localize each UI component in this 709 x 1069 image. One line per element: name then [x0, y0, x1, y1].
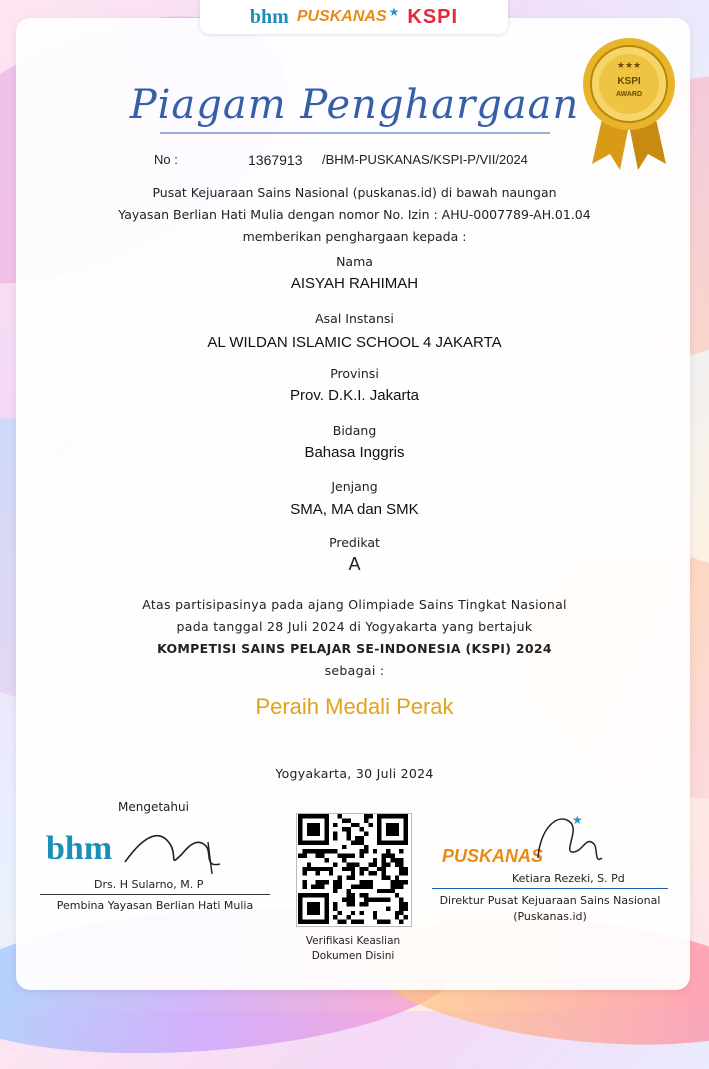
field-label-instansi: Asal Instansi [315, 311, 394, 326]
field-value-nama: AISYAH RAHIMAH [290, 275, 419, 292]
intro-line-3: memberikan penghargaan kepada : [242, 229, 467, 244]
right-signer-role-2: (Puskanas.id) [513, 910, 587, 923]
header-logo-bar [200, 0, 508, 34]
signature-right [528, 808, 618, 878]
award-medal-icon [574, 32, 684, 172]
number-suffix: /BHM-PUSKANAS/KSPI-P/VII/2024 [322, 152, 528, 167]
participation-line-1: Atas partisipasinya pada ajang Olimpiade Sains Tingkat Nasional [142, 597, 567, 612]
intro-line-1: Pusat Kejuaraan Sains Nasional (puskanas.id) di bawah naungan [152, 185, 557, 200]
mengetahui-label: Mengetahui [118, 800, 189, 814]
verification-qr-code[interactable] [296, 813, 412, 927]
qr-icon [297, 814, 409, 924]
number-label: No : [154, 152, 178, 167]
award-title: Peraih Medali Perak [255, 694, 454, 719]
participation-line-4: sebagai : [324, 663, 385, 678]
field-label-predikat: Predikat [329, 535, 380, 550]
right-sign-line [432, 888, 668, 889]
svg-text:★★★: ★★★ [616, 61, 642, 71]
place-date: Yogyakarta, 30 Juli 2024 [275, 766, 434, 781]
field-value-jenjang: SMA, MA dan SMK [290, 501, 419, 518]
left-sign-line [40, 894, 270, 895]
field-label-nama: Nama [336, 254, 373, 269]
field-value-provinsi: Prov. D.K.I. Jakarta [290, 387, 419, 404]
verification-line-1: Verifikasi Keaslian [305, 935, 401, 947]
puskanas-logo: PUSKANAS [442, 846, 544, 866]
medal-text-2: AWARD [615, 91, 643, 98]
field-label-bidang: Bidang [332, 423, 377, 438]
bhm-logo: bhm [46, 830, 113, 867]
number-value: 1367913 [248, 152, 303, 168]
field-value-instansi: AL WILDAN ISLAMIC SCHOOL 4 JAKARTA [207, 334, 502, 351]
field-value-bidang: Bahasa Inggris [304, 444, 405, 461]
verification-caption [286, 934, 420, 964]
svg-text:★: ★ [572, 813, 583, 827]
puskanas-logo: PUSKANAS [296, 8, 387, 25]
field-label-provinsi: Provinsi [330, 366, 379, 381]
field-label-jenjang: Jenjang [331, 479, 378, 494]
signature-left [120, 824, 230, 876]
right-signer-role-1: Direktur Pusat Kejuaraan Sains Nasional [439, 894, 661, 907]
bhm-logo: bhm [249, 5, 289, 28]
star-icon: ★ [388, 5, 400, 19]
right-signer-name: Ketiara Rezeki, S. Pd [512, 872, 625, 885]
participation-text [0, 594, 709, 682]
left-signer-name: Drs. H Sularno, M. P [94, 878, 204, 891]
verification-line-2: Dokumen Disini [311, 950, 395, 962]
participation-line-2: pada tanggal 28 Juli 2024 di Yogyakarta yang bertajuk [176, 619, 533, 634]
title-underline [160, 132, 550, 134]
field-value-predikat: A [348, 554, 361, 574]
certificate-title: Piagam Penghargaan [129, 82, 580, 128]
left-signer [40, 830, 270, 912]
intro-line-2: Yayasan Berlian Hati Mulia dengan nomor No. Izin : AHU-0007789-AH.01.04 [118, 207, 591, 222]
competition-name: KOMPETISI SAINS PELAJAR SE-INDONESIA (KSPI) 2024 [157, 641, 552, 656]
kspi-logo: KSPI [407, 5, 459, 28]
medal-text-1: KSPI [617, 76, 641, 87]
right-signer [432, 812, 668, 925]
intro-text [0, 182, 709, 248]
left-signer-role: Pembina Yayasan Berlian Hati Mulia [56, 899, 254, 912]
